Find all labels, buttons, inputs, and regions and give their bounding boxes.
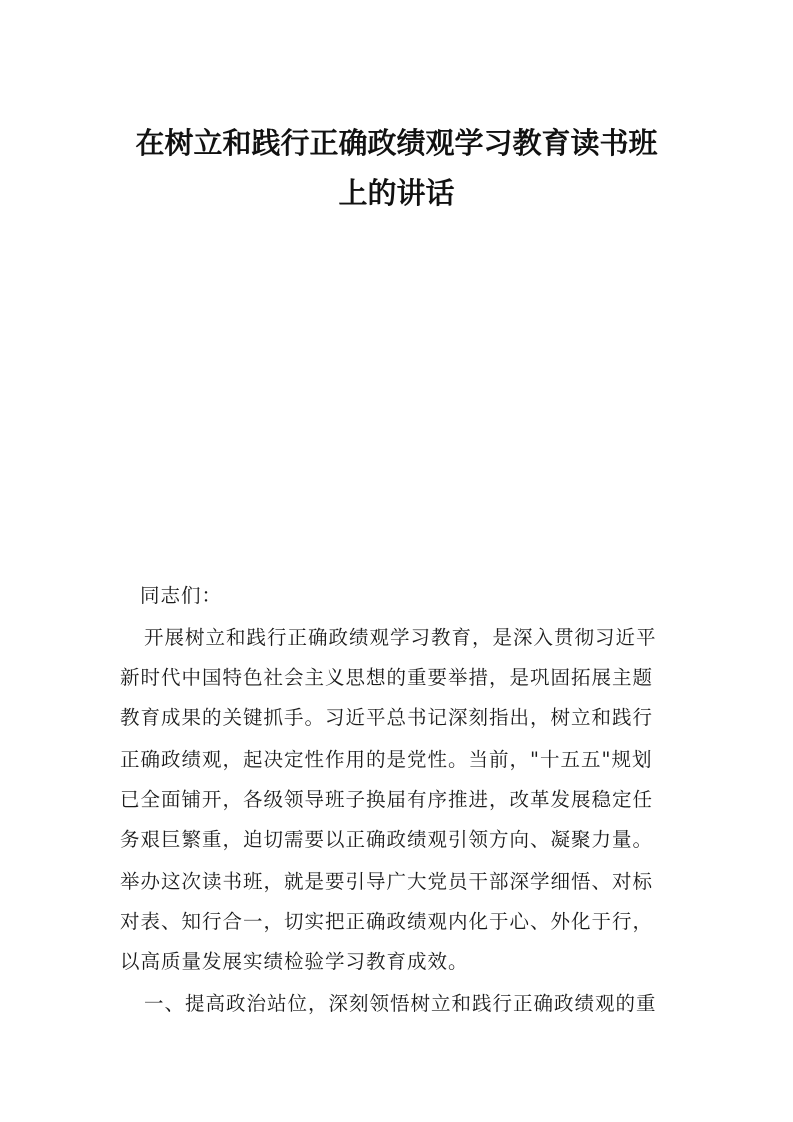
paragraph-line: 以高质量发展实绩检验学习教育成效。 (120, 950, 469, 973)
paragraph-line: 务艰巨繁重，迫切需要以正确政绩观引领方向、凝聚力量。 (120, 828, 654, 851)
paragraph-line: 开展树立和践行正确政绩观学习教育，是深入贯彻习近平 (144, 626, 657, 649)
paragraph-line: 对表、知行合一，切实把正确政绩观内化于心、外化于行， (120, 910, 654, 933)
paragraph-line: 正确政绩观，起决定性作用的是党性。当前，"十五五"规划 (120, 748, 653, 771)
section-heading-1: 一、提高政治站位，深刻领悟树立和践行正确政绩观的重 (144, 992, 657, 1015)
salutation: 同志们： (140, 584, 223, 607)
paragraph-line: 举办这次读书班，就是要引导广大党员干部深学细悟、对标 (120, 870, 654, 893)
paragraph-line: 教育成果的关键抓手。习近平总书记深刻指出，树立和践行 (120, 706, 654, 729)
document-title-line-2: 上的讲话 (338, 176, 455, 210)
paragraph-line: 已全面铺开，各级领导班子换届有序推进，改革发展稳定任 (120, 788, 654, 811)
document-title-line-1: 在树立和践行正确政绩观学习教育读书班 (135, 126, 658, 160)
paragraph-line: 新时代中国特色社会主义思想的重要举措，是巩固拓展主题 (120, 666, 654, 689)
